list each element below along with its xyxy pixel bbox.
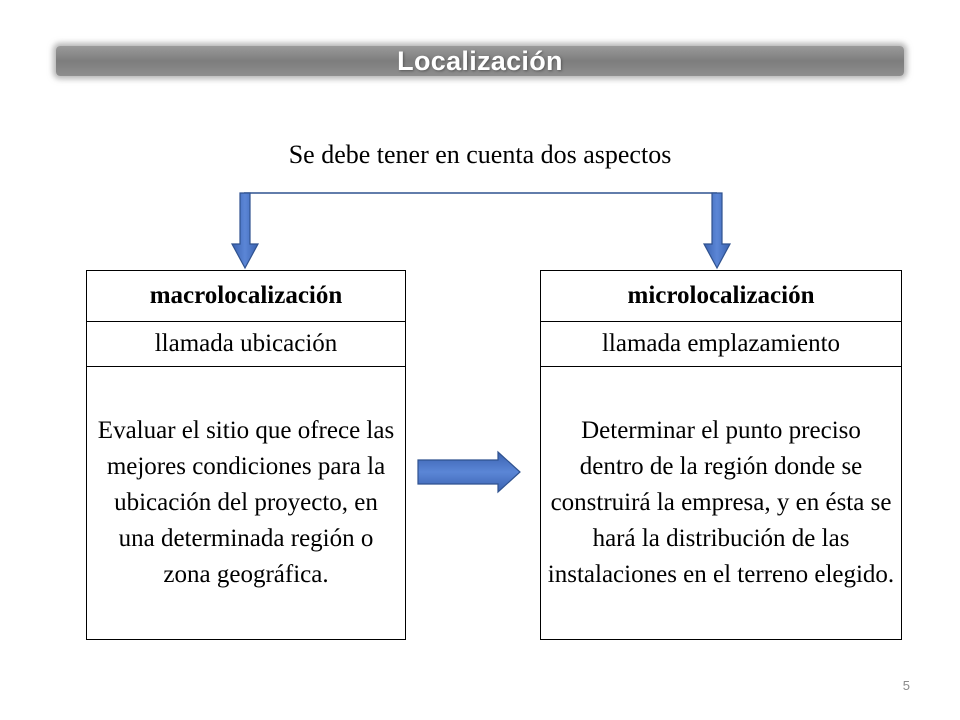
microlocalizacion-description: Determinar el punto preciso dentro de la región donde se construirá la empresa, y en ésta se hará la distribución de las instalaciones en el terreno elegido. <box>541 367 902 640</box>
macrolocalizacion-description: Evaluar el sitio que ofrece las mejores condiciones para la ubicación del proyecto, en una determinada región o zona geográfica. <box>87 367 406 640</box>
down-arrow-right <box>704 193 730 268</box>
macrolocalizacion-box <box>86 270 406 640</box>
right-arrow <box>418 452 520 492</box>
intro-text: Se debe tener en cuenta dos aspectos <box>288 140 672 169</box>
macrolocalizacion-heading: macrolocalización <box>87 271 406 322</box>
page-number: 5 <box>902 678 910 693</box>
macrolocalizacion-subheading: llamada ubicación <box>87 322 406 367</box>
slide-title: Localización <box>397 45 563 76</box>
microlocalizacion-subheading: llamada emplazamiento <box>541 322 902 367</box>
microlocalizacion-heading: microlocalización <box>541 271 902 322</box>
down-arrow-left <box>232 193 258 268</box>
microlocalizacion-box <box>540 270 902 640</box>
